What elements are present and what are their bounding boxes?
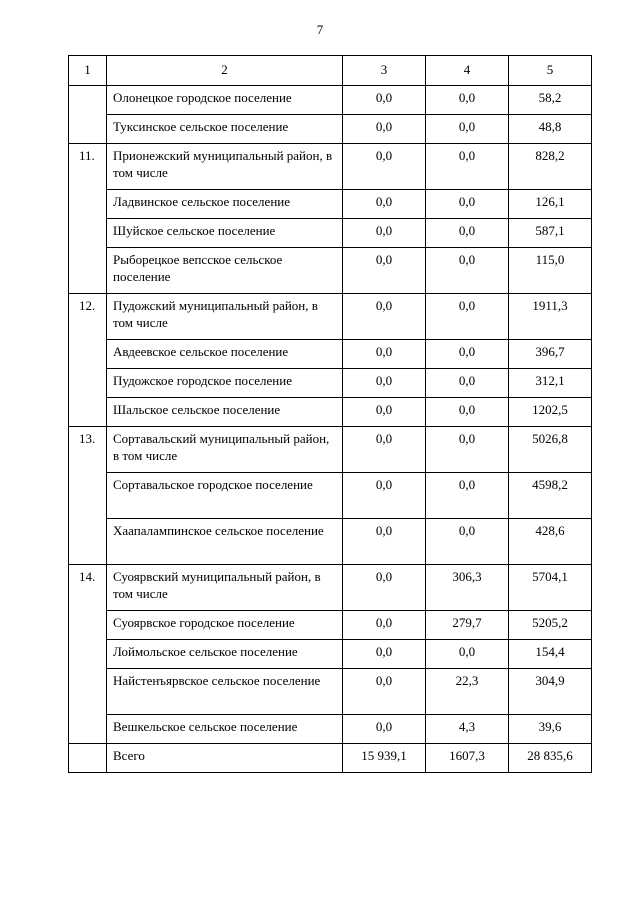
row-name: Шуйское сельское поселение [107, 219, 343, 248]
total-col-3: 15 939,1 [343, 744, 426, 773]
row-name: Ладвинское сельское поселение [107, 190, 343, 219]
row-col-5: 396,7 [509, 340, 592, 369]
row-col-4: 0,0 [426, 219, 509, 248]
table-row [69, 565, 592, 611]
row-col-3: 0,0 [343, 473, 426, 519]
row-col-4: 279,7 [426, 611, 509, 640]
row-index [69, 86, 107, 144]
row-col-4: 22,3 [426, 669, 509, 715]
table-row [69, 294, 592, 340]
data-table [68, 55, 592, 773]
row-col-5: 115,0 [509, 248, 592, 294]
row-col-4: 0,0 [426, 340, 509, 369]
row-col-3: 0,0 [343, 115, 426, 144]
row-col-5: 4598,2 [509, 473, 592, 519]
table-row [69, 369, 592, 398]
row-index: 13. [69, 427, 107, 565]
row-col-4: 306,3 [426, 565, 509, 611]
header-col-2: 2 [107, 56, 343, 86]
total-label: Всего [107, 744, 343, 773]
table-body [69, 86, 592, 773]
row-col-5: 39,6 [509, 715, 592, 744]
row-name: Сортавальское городское поселение [107, 473, 343, 519]
row-col-3: 0,0 [343, 248, 426, 294]
row-col-4: 0,0 [426, 115, 509, 144]
row-col-4: 0,0 [426, 640, 509, 669]
table-row [69, 115, 592, 144]
row-col-5: 5026,8 [509, 427, 592, 473]
row-name: Прионежский муниципальный район, в том числе [107, 144, 343, 190]
row-name: Суоярвский муниципальный район, в том числе [107, 565, 343, 611]
row-col-4: 0,0 [426, 190, 509, 219]
row-name: Лоймольское сельское поселение [107, 640, 343, 669]
row-name: Авдеевское сельское поселение [107, 340, 343, 369]
row-col-4: 0,0 [426, 369, 509, 398]
row-col-5: 126,1 [509, 190, 592, 219]
row-col-5: 1911,3 [509, 294, 592, 340]
table-row [69, 144, 592, 190]
table-row [69, 669, 592, 715]
row-col-3: 0,0 [343, 144, 426, 190]
row-col-5: 304,9 [509, 669, 592, 715]
header-col-5: 5 [509, 56, 592, 86]
table-row [69, 519, 592, 565]
row-col-4: 0,0 [426, 427, 509, 473]
row-col-4: 0,0 [426, 144, 509, 190]
row-col-3: 0,0 [343, 715, 426, 744]
row-col-4: 0,0 [426, 473, 509, 519]
row-col-5: 312,1 [509, 369, 592, 398]
row-col-5: 1202,5 [509, 398, 592, 427]
header-col-1: 1 [69, 56, 107, 86]
table-row [69, 611, 592, 640]
row-name: Хаапалампинское сельское поселение [107, 519, 343, 565]
row-col-3: 0,0 [343, 398, 426, 427]
row-col-5: 5205,2 [509, 611, 592, 640]
row-col-3: 0,0 [343, 519, 426, 565]
total-row [69, 744, 592, 773]
table-row [69, 190, 592, 219]
row-col-3: 0,0 [343, 340, 426, 369]
row-col-3: 0,0 [343, 219, 426, 248]
total-col-5: 28 835,6 [509, 744, 592, 773]
row-name: Туксинское сельское поселение [107, 115, 343, 144]
row-index: 14. [69, 565, 107, 744]
table-row [69, 715, 592, 744]
table-row [69, 640, 592, 669]
row-name: Шальское сельское поселение [107, 398, 343, 427]
row-index: 12. [69, 294, 107, 427]
total-col-4: 1607,3 [426, 744, 509, 773]
row-col-5: 154,4 [509, 640, 592, 669]
row-col-5: 587,1 [509, 219, 592, 248]
table-row [69, 473, 592, 519]
table-row [69, 398, 592, 427]
table-row [69, 340, 592, 369]
row-col-4: 0,0 [426, 519, 509, 565]
row-col-4: 0,0 [426, 248, 509, 294]
row-name: Пудожское городское поселение [107, 369, 343, 398]
row-col-3: 0,0 [343, 669, 426, 715]
page-number: 7 [316, 22, 324, 37]
total-index [69, 744, 107, 773]
header-col-3: 3 [343, 56, 426, 86]
row-name: Сортавальский муниципальный район, в том числе [107, 427, 343, 473]
table-row [69, 86, 592, 115]
row-name: Олонецкое городское поселение [107, 86, 343, 115]
row-name: Найстенъярвское сельское поселение [107, 669, 343, 715]
row-col-5: 428,6 [509, 519, 592, 565]
row-col-4: 0,0 [426, 86, 509, 115]
row-col-5: 5704,1 [509, 565, 592, 611]
row-col-3: 0,0 [343, 640, 426, 669]
row-col-5: 48,8 [509, 115, 592, 144]
table-row [69, 219, 592, 248]
row-col-4: 0,0 [426, 398, 509, 427]
row-name: Рыборецкое вепсское сельское поселение [107, 248, 343, 294]
table-row [69, 248, 592, 294]
row-col-3: 0,0 [343, 86, 426, 115]
row-name: Вешкельское сельское поселение [107, 715, 343, 744]
row-col-4: 4,3 [426, 715, 509, 744]
row-col-3: 0,0 [343, 427, 426, 473]
row-col-3: 0,0 [343, 369, 426, 398]
table-row [69, 427, 592, 473]
row-col-3: 0,0 [343, 294, 426, 340]
header-col-4: 4 [426, 56, 509, 86]
row-col-3: 0,0 [343, 611, 426, 640]
table-header-row [69, 56, 592, 86]
row-col-3: 0,0 [343, 190, 426, 219]
row-col-5: 828,2 [509, 144, 592, 190]
row-name: Суоярвское городское поселение [107, 611, 343, 640]
row-col-3: 0,0 [343, 565, 426, 611]
row-index: 11. [69, 144, 107, 294]
row-col-5: 58,2 [509, 86, 592, 115]
row-name: Пудожский муниципальный район, в том числе [107, 294, 343, 340]
row-col-4: 0,0 [426, 294, 509, 340]
